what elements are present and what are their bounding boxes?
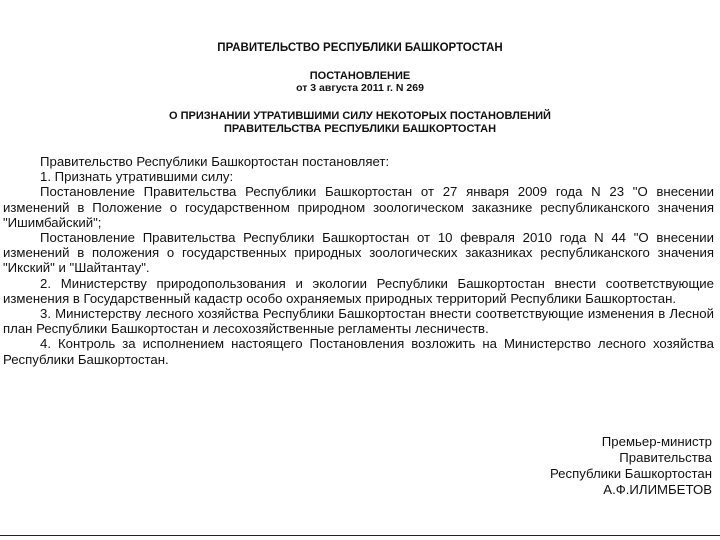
document-type-heading: ПОСТАНОВЛЕНИЕ (309, 70, 411, 82)
bottom-divider (0, 535, 720, 536)
government-heading: ПРАВИТЕЛЬСТВО РЕСПУБЛИКИ БАШКОРТОСТАН (217, 42, 503, 54)
signatory-name: А.Ф.ИЛИМБЕТОВ (603, 482, 712, 497)
item-2-paragraph: 2. Министерству природопользования и экологии Республики Башкортостан внести соответствующие изменения в Государственный кадастр особо охраняемых природных территорий Республики Башкортостан. (3, 275, 714, 306)
item-4-paragraph: 4. Контроль за исполнением настоящего Постановления возложить на Министерство лесного хозяйства Республики Башкортостан. (3, 336, 714, 367)
subject-heading-line1: О ПРИЗНАНИИ УТРАТИВШИМИ СИЛУ НЕКОТОРЫХ ПОСТАНОВЛЕНИЙ (169, 110, 551, 122)
preamble-paragraph: Правительство Республики Башкортостан постановляет: (40, 154, 390, 169)
signature-title-line2: Правительства (619, 450, 712, 465)
item-1b-paragraph: Постановление Правительства Республики Башкортостан от 10 февраля 2010 года N 44 "О внесении изменений в положения о государственных природных зоологических заказниках республиканского значения "Икский" и "Шайтантау". (3, 230, 714, 276)
signature-block (550, 434, 712, 498)
item-1a-paragraph: Постановление Правительства Республики Башкортостан от 27 января 2009 года N 23 "О внесении изменений в Положение о государственном природном зоологическом заказнике республиканского значения "Ишимбайский"; (3, 184, 714, 230)
item-1-paragraph: 1. Признать утратившими силу: (40, 169, 234, 185)
document-body (3, 154, 714, 367)
signature-title-line1: Премьер-министр (601, 434, 712, 449)
date-number-line: от 3 августа 2011 г. N 269 (296, 82, 424, 94)
item-3-paragraph: 3. Министерству лесного хозяйства Республики Башкортостан внести соответствующие изменения в Лесной план Республики Башкортостан и лесохозяйственные регламенты лесничеств. (3, 306, 714, 337)
signature-title-line3: Республики Башкортостан (549, 466, 712, 481)
subject-heading-line2: ПРАВИТЕЛЬСТВА РЕСПУБЛИКИ БАШКОРТОСТАН (223, 123, 497, 135)
